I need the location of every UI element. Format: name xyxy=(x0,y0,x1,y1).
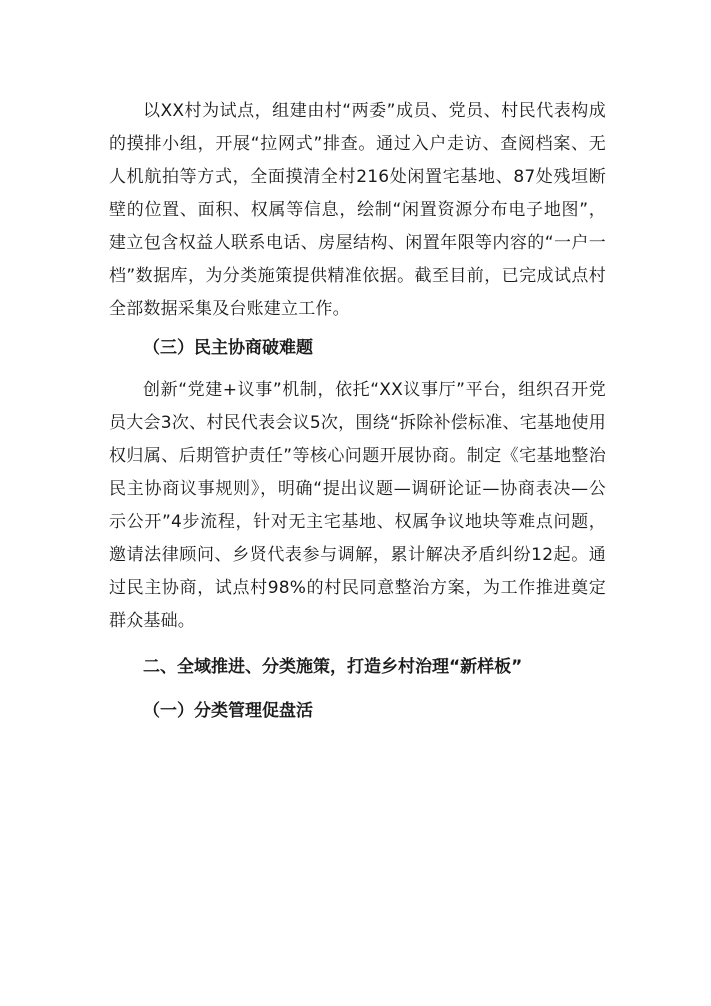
chapter-heading-two: 二、全域推进、分类施策，打造乡村治理“新样板” xyxy=(143,657,523,677)
body-paragraph-investigation: 以XX村为试点，组建由村“两委”成员、党员、村民代表构成的摸排小组，开展“拉网式”排查。通过入户走访、查阅档案、无人机航拍等方式，全面摸清全村216处闲置宅基地、87处残垣断壁的位置、面积、权属等信息，绘制“闲置资源分布电子地图”，建立包含权益人联系电话、房屋结构、闲置年限等内容的“一户一档”数据库，为分类施策提供精准依据。截至目前，已完成试点村全部数据采集及台账建立工作。 xyxy=(109,101,606,319)
document-body xyxy=(109,95,606,728)
body-paragraph-consultation: 创新“党建+议事”机制，依托“XX议事厅”平台，组织召开党员大会3次、村民代表会议5次，围绕“拆除补偿标准、宅基地使用权归属、后期管护责任”等核心问题开展协商。制定《宅基地整治民主协商议事规则》，明确“提出议题—调研论证—协商表决—公示公开”4步流程，针对无主宅基地、权属争议地块等难点问题，邀请法律顾问、乡贤代表参与调解，累计解决矛盾纠纷12起。通过民主协商，试点村98%的村民同意整治方案，为工作推进奠定群众基础。 xyxy=(109,380,606,631)
section-heading-democratic-consultation: （三）民主协商破难题 xyxy=(143,338,313,358)
section-heading-classified-management: （一）分类管理促盘活 xyxy=(143,701,313,721)
